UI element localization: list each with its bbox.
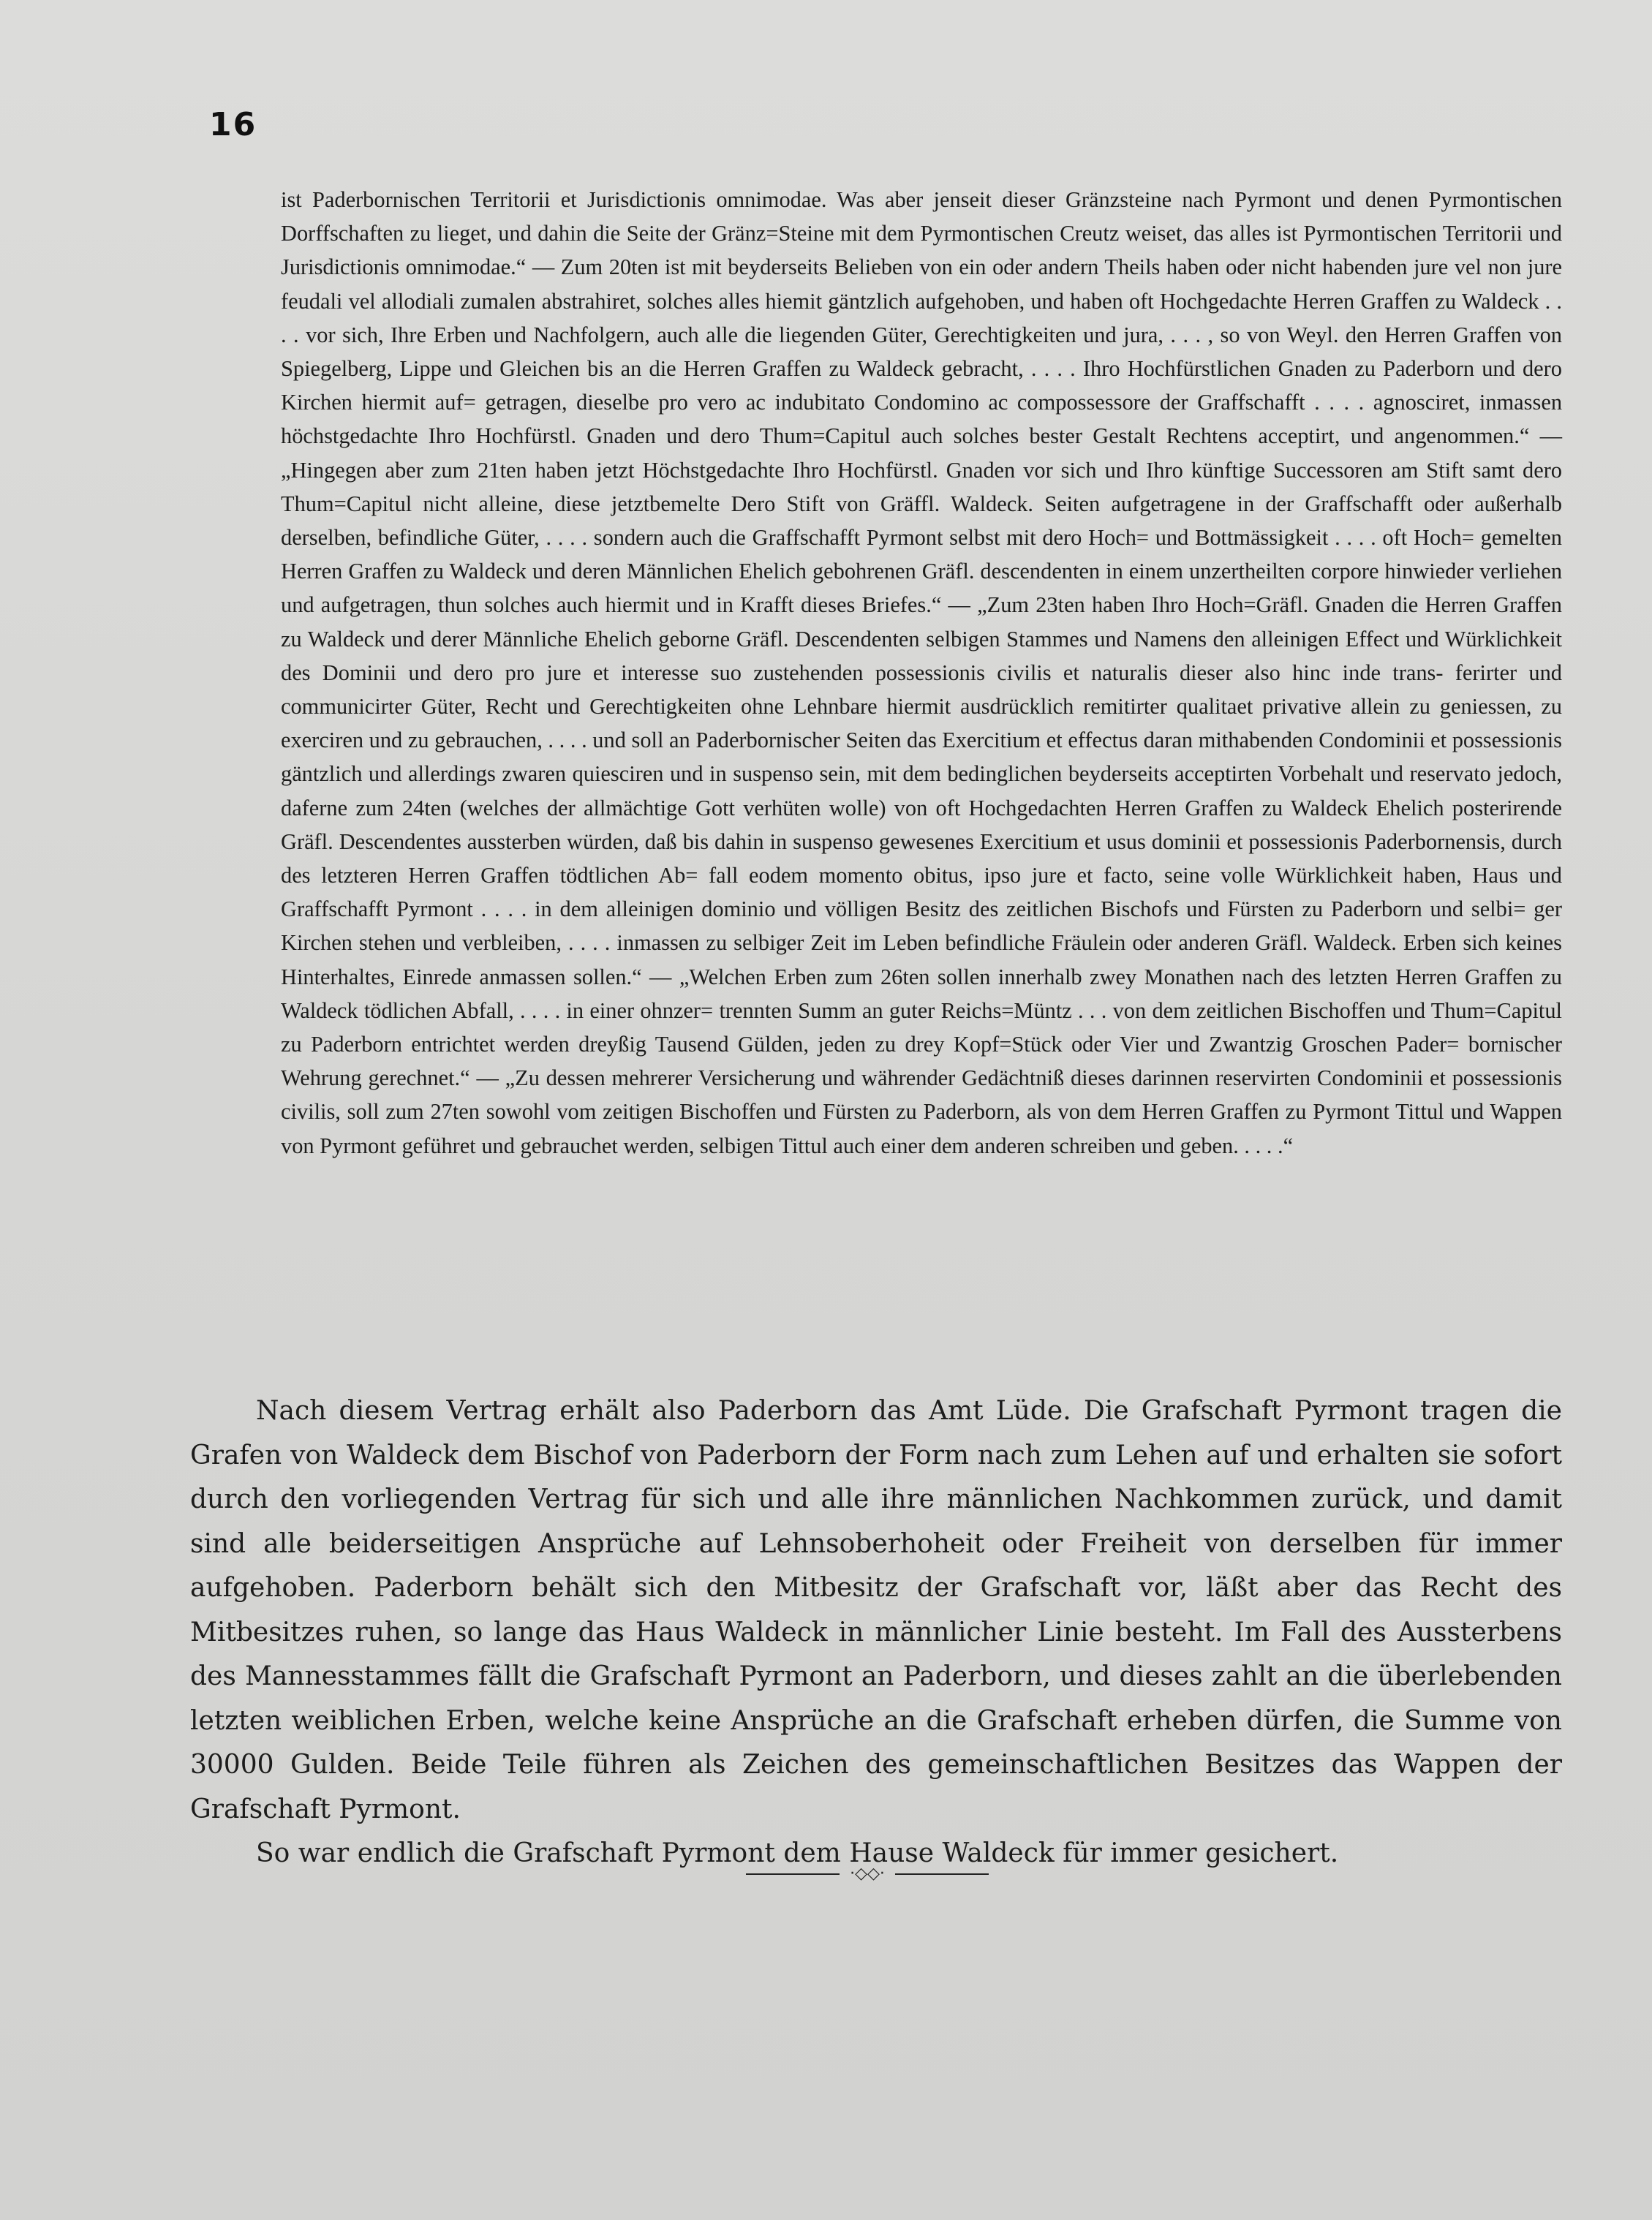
body-paragraph-2: So war endlich die Grafschaft Pyrmont dem Hause Waldeck für immer gesichert. — [256, 1838, 1339, 1868]
quote-line: zu Waldeck Ehelich posterirende Gräfl. Descendentes aussterben würden, daß bis dahin in suspenso gewesenes — [281, 795, 1563, 854]
body-text — [190, 1389, 1562, 1876]
quote-line: beyderseits Belieben von ein oder andern Theils haben oder nicht habenden jure vel non jure feudali vel — [281, 254, 1562, 314]
quote-line: qualitaet privative allein zu geniessen, zu exerciren und zu gebrauchen, . . . . und soll an Paderbornischer — [281, 694, 1562, 753]
body-paragraph-1: Nach diesem Vertrag erhält also Paderborn das Amt Lüde. Die Grafschaft Pyrmont tragen die Grafen von Waldeck dem Bischof von Paderborn der Form nach zum Lehen auf und erhalten sie sofort durch den vorliegenden Vertrag für sich und alle ihre männlichen Nachkommen zurück, und damit sind alle beiderseitigen Ansprüche auf Lehnsoberhoheit oder Freiheit von derselben für immer aufgehoben. Paderborn behält sich den Mitbesitz der Grafschaft vor, läßt aber das Recht des Mitbesitzes ruhen, so lange das Haus Waldeck in männlicher Linie besteht. Im Fall des Aussterbens des Mannesstammes fällt die Grafschaft Pyrmont an Paderborn, und dieses zahlt an die überlebenden letzten weiblichen Erben, welche keine Ansprüche an die Grafschaft erheben dürfen, die Summe von 30000 Gulden. Beide Teile führen als Zeichen des gemeinschaftlichen Besitzes das Wappen der Grafschaft Pyrmont. — [190, 1396, 1562, 1824]
quote-line: Creutz weiset, das alles ist Pyrmontischen Territorii und Jurisdictionis omnimodae.“ — Zum 20ten ist mit — [281, 221, 1562, 280]
ornament-diamond-icon: ·◇◇· — [850, 1865, 885, 1883]
quote-line: zwaren quiesciren und in suspenso sein, mit dem bedinglichen beyderseits acceptirten Vorbehalt und reservato — [502, 761, 1498, 787]
quote-line: und jura, . . . , so von Weyl. den Herren Graffen von Spiegelberg, Lippe und Gleichen bis an die Herren — [281, 322, 1562, 382]
quote-line: und dero pro jure et interesse suo zustehenden possessionis civilis et naturalis dieser also hinc inde trans- — [408, 660, 1455, 685]
quote-line: unzertheilten corpore hinwieder verliehen und aufgetragen, thun solches auch hiermit und in Krafft dieses Briefes.“ — [281, 559, 1563, 618]
quote-line: geborne Gräfl. Descendenten selbigen Stammes und Namens den alleinigen Effect und Würklichkeit des Dominii — [281, 626, 1562, 685]
quote-line: Güter, . . . . sondern auch die Graffschafft Pyrmont selbst mit dero Hoch= und Bottmässigkeit . . . . oft Hoch= — [484, 525, 1481, 551]
quote-line: Gräfl. Waldeck. Erben sich keines Hinterhaltes, Einrede anmassen sollen.“ — „Welchen Erben zum 26ten sollen — [281, 930, 1562, 989]
ornament-rule-right — [895, 1873, 989, 1875]
quote-line: werden, selbigen Tittul auch einer dem anderen schreiben und geben. . . . .“ — [623, 1133, 1294, 1158]
quote-line: Exercitium et usus dominii et possessionis Paderbornensis, durch des letzteren Herren Graffen tödtlichen Ab= — [281, 828, 1563, 888]
quote-line: entrichtet werden dreyßig Tausend Gülden, jeden zu drey Kopf=Stück oder Vier und Zwantzig Groschen Pader= — [411, 1032, 1468, 1057]
quote-line: ger Kirchen stehen und verbleiben, . . . . inmassen zu selbiger Zeit im Leben befindliche Fräulein oder anderen — [281, 896, 1562, 956]
quote-line: inmassen höchstgedachte Ihro Hochfürstl. Gnaden und dero Thum=Capitul auch solches bester Gestalt Rechtens — [281, 390, 1563, 449]
ornament-rule-left — [746, 1873, 840, 1875]
quote-line: Graffen zu Waldeck gebracht, . . . . Ihro Hochfürstlichen Gnaden zu Paderborn und dero Kirchen hiermit auf= — [281, 356, 1562, 415]
quote-line: acceptirt, und angenommen.“ — „Hingegen aber zum 21ten haben jetzt Höchstgedachte Ihro Hochfürstl. — [281, 423, 1562, 483]
section-end-ornament — [746, 1863, 989, 1885]
quote-line: Dero Stift von Gräffl. Waldeck. Seiten aufgetragene in der Graffschafft oder außerhalb derselben, befindliche — [281, 491, 1562, 551]
page-number: 16 — [209, 106, 257, 143]
quote-line: — „Zum 23ten haben Ihro Hoch=Gräfl. Gnaden die Herren Graffen zu Waldeck und derer Männliche Ehelich — [281, 592, 1563, 652]
quote-line: reservirten Condominii et possessionis civilis, soll zum 27ten sowohl vom zeitigen Bischoffen und Fürsten zu — [281, 1065, 1562, 1125]
quote-line: allodiali zumalen abstrahiret, solches alles hiemit gäntzlich aufgehoben, und haben oft Hochgedachte Herren — [381, 288, 1361, 314]
quote-line: trennten Summ an guter Reichs=Müntz . . . von dem zeitlichen Bischoffen und Thum=Capitul zu Paderborn — [281, 997, 1562, 1057]
quote-line: getragen, dieselbe pro vero ac indubitato Condomino ac compossessore der Graffschafft . . . . agnosciret, — [485, 390, 1479, 415]
quote-line: fall eodem momento obitus, ipso jure et facto, seine volle Würklichkeit haben, Haus und Graffschafft Pyrmont — [281, 863, 1562, 922]
quote-paragraph — [281, 183, 1562, 1163]
quote-line: Gnaden vor sich und Ihro künftige Successoren am Stift samt dero Thum=Capitul nicht alleine, diese jetztbemelte — [281, 457, 1563, 516]
quote-line: bornischer Wehrung gerechnet.“ — „Zu dessen mehrerer Versicherung und währender Gedächtniß dieses darinnen — [281, 1032, 1563, 1091]
quote-line: ferirter und communicirter Güter, Recht und Gerechtigkeiten ohne Lehnbare hiermit ausdrücklich remitirter — [281, 660, 1562, 720]
quote-line: und denen Pyrmontischen Dorffschaften zu lieget, und dahin die Seite der Gränz=Steine mit dem Pyrmontischen — [281, 187, 1562, 246]
quote-line: jedoch, daferne zum 24ten (welches der allmächtige Gott verhüten wolle) von oft Hochgedachten Herren Graffen — [281, 761, 1562, 820]
quote-line: Paderborn, als von dem Herren Graffen zu Pyrmont Tittul und Wappen von Pyrmont geführet und gebrauchet — [281, 1099, 1563, 1158]
quote-line: innerhalb zwey Monathen nach des letzten Herren Graffen zu Waldeck tödlichen Abfall, . . . . in einer ohnzer= — [281, 964, 1562, 1023]
quoted-treaty-text — [281, 183, 1562, 1163]
quote-line: ist Paderbornischen Territorii et Jurisdictionis omnimodae. Was aber jenseit dieser Gränzsteine nach Pyrmont — [281, 187, 1321, 212]
quote-line: . . . . in dem alleinigen dominio und völligen Besitz des zeitlichen Bischofs und Fürsten zu Paderborn und selbi= — [480, 896, 1534, 922]
quote-line: Seiten das Exercitium et effectus daran mithabenden Condominii et possessionis gäntzlich und allerdings — [281, 728, 1562, 787]
quote-line: Graffen zu Waldeck . . . . vor sich, Ihre Erben und Nachfolgern, auch alle die liegenden Güter, Gerechtigkeiten — [281, 288, 1563, 347]
quote-line: gemelten Herren Graffen zu Waldeck und deren Männlichen Ehelich gebohrenen Gräfl. descendenten in einem — [281, 525, 1562, 584]
